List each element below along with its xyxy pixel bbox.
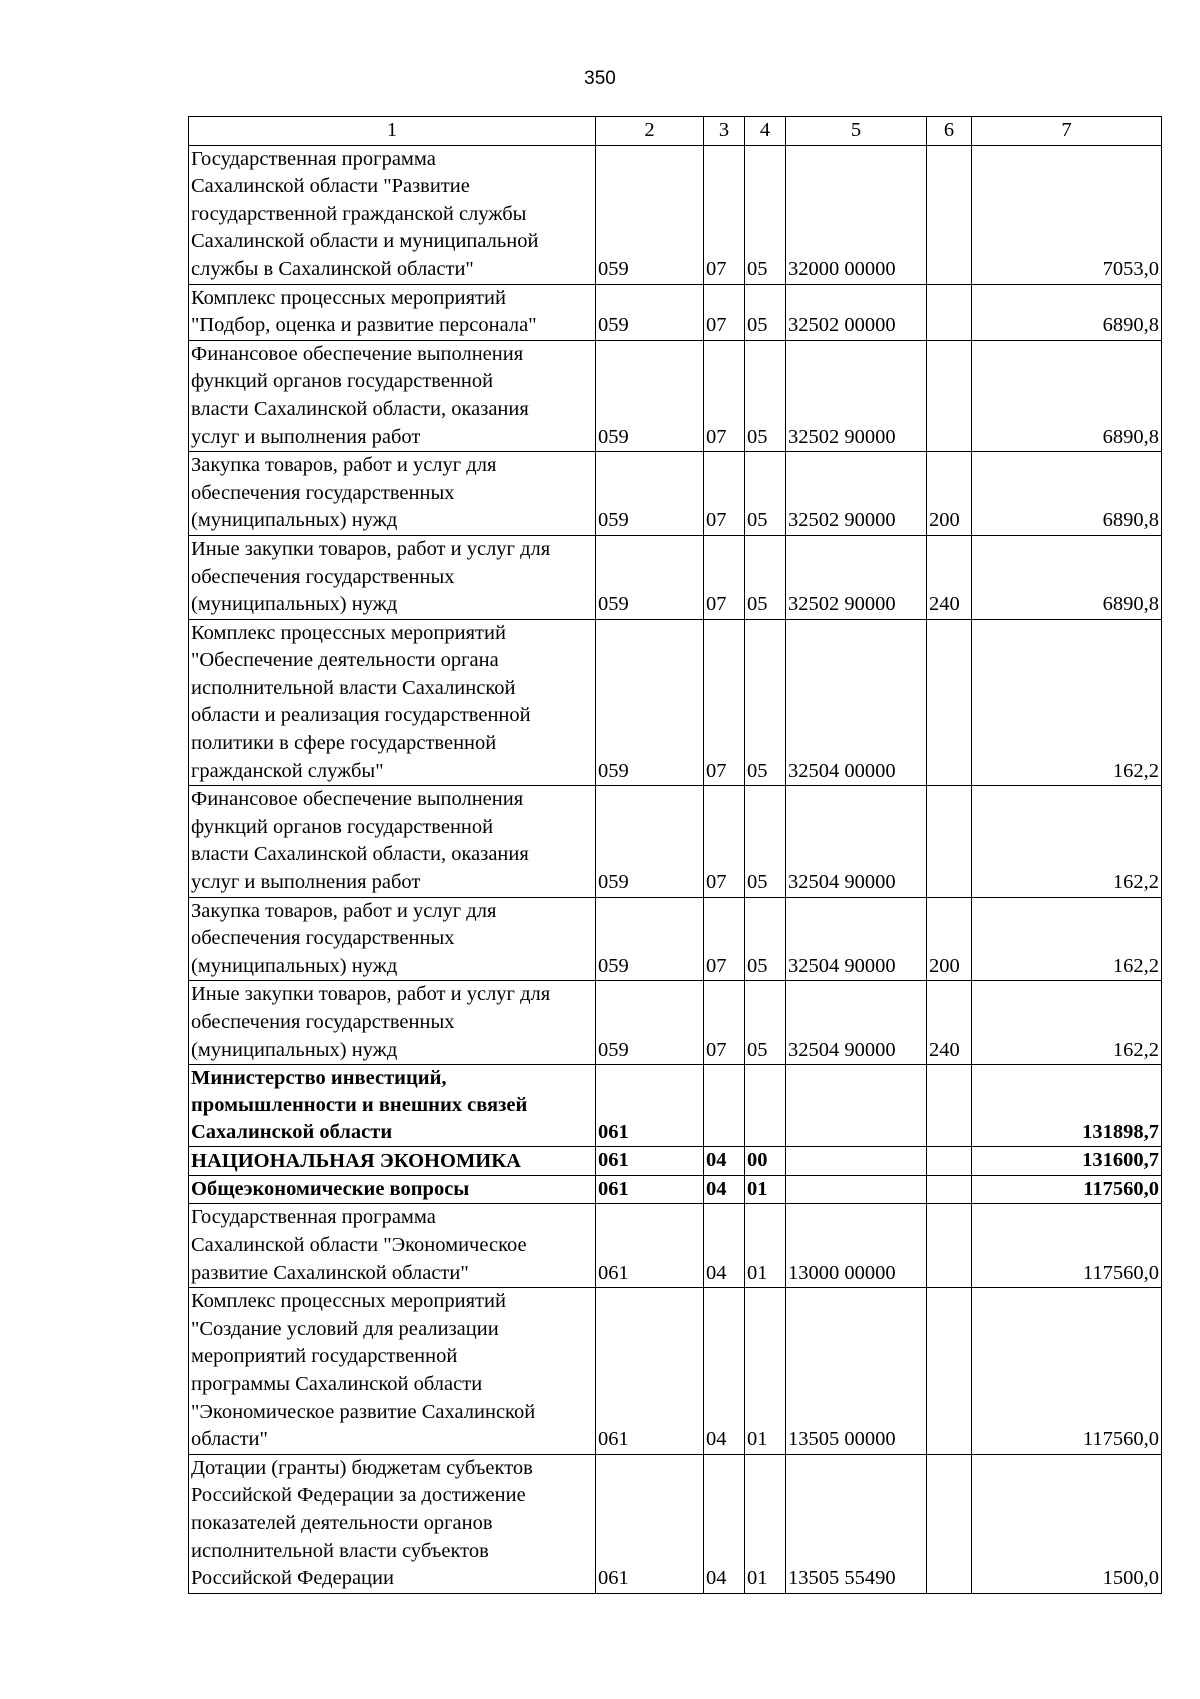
item-name-cell: Государственная программа Сахалинской области "Развитие государственной гражданской службы Сахалинской области и муниципальной службы в Сахалинской области" (189, 145, 596, 284)
table-body (189, 145, 1162, 1593)
item-name-cell: НАЦИОНАЛЬНАЯ ЭКОНОМИКА (189, 1147, 596, 1176)
amount-cell: 6890,8 (972, 340, 1162, 451)
column-header-3: 3 (704, 117, 745, 146)
expense-type-code-cell: 240 (927, 981, 972, 1065)
amount-cell: 6890,8 (972, 452, 1162, 536)
table-row (189, 981, 1162, 1065)
table-row (189, 619, 1162, 786)
target-article-code-cell: 32504 90000 (786, 981, 927, 1065)
budget-table (188, 116, 1162, 1594)
item-name-cell: Государственная программа Сахалинской области "Экономическое развитие Сахалинской области" (189, 1204, 596, 1288)
amount-cell: 131600,7 (972, 1147, 1162, 1176)
subsection-code-cell: 05 (745, 145, 786, 284)
subsection-code-cell: 05 (745, 284, 786, 340)
section-code-cell: 07 (704, 786, 745, 897)
item-name-cell: Закупка товаров, работ и услуг для обеспечения государственных (муниципальных) нужд (189, 452, 596, 536)
table-row (189, 1175, 1162, 1204)
expense-type-code-cell (927, 786, 972, 897)
target-article-code-cell (786, 1147, 927, 1176)
item-name-cell: Комплекс процессных мероприятий "Создание условий для реализации мероприятий государственной программы Сахалинской области "Экономическое развитие Сахалинской области" (189, 1288, 596, 1455)
target-article-code-cell: 32504 90000 (786, 897, 927, 981)
table-row (189, 340, 1162, 451)
amount-cell: 117560,0 (972, 1204, 1162, 1288)
section-code-cell: 07 (704, 145, 745, 284)
table-row (189, 535, 1162, 619)
section-code-cell: 04 (704, 1288, 745, 1455)
expense-type-code-cell (927, 1288, 972, 1455)
section-code-cell: 04 (704, 1147, 745, 1176)
ministry-code-cell: 061 (596, 1065, 704, 1147)
expense-type-code-cell: 200 (927, 452, 972, 536)
subsection-code-cell: 01 (745, 1175, 786, 1204)
amount-cell: 1500,0 (972, 1454, 1162, 1593)
ministry-code-cell: 059 (596, 284, 704, 340)
section-code-cell: 07 (704, 619, 745, 786)
subsection-code-cell: 05 (745, 786, 786, 897)
ministry-code-cell: 059 (596, 981, 704, 1065)
expense-type-code-cell (927, 145, 972, 284)
target-article-code-cell: 13000 00000 (786, 1204, 927, 1288)
amount-cell: 162,2 (972, 981, 1162, 1065)
target-article-code-cell (786, 1065, 927, 1147)
ministry-code-cell: 059 (596, 340, 704, 451)
ministry-code-cell: 061 (596, 1288, 704, 1455)
amount-cell: 7053,0 (972, 145, 1162, 284)
item-name-cell: Финансовое обеспечение выполнения функций органов государственной власти Сахалинской области, оказания услуг и выполнения работ (189, 340, 596, 451)
amount-cell: 6890,8 (972, 284, 1162, 340)
amount-cell: 6890,8 (972, 535, 1162, 619)
target-article-code-cell: 32504 90000 (786, 786, 927, 897)
expense-type-code-cell (927, 340, 972, 451)
item-name-cell: Министерство инвестиций, промышленности и внешних связей Сахалинской области (189, 1065, 596, 1147)
target-article-code-cell: 32502 90000 (786, 535, 927, 619)
item-name-cell: Иные закупки товаров, работ и услуг для обеспечения государственных (муниципальных) нужд (189, 535, 596, 619)
ministry-code-cell: 059 (596, 535, 704, 619)
amount-cell: 162,2 (972, 619, 1162, 786)
column-header-5: 5 (786, 117, 927, 146)
item-name-cell: Финансовое обеспечение выполнения функций органов государственной власти Сахалинской области, оказания услуг и выполнения работ (189, 786, 596, 897)
expense-type-code-cell (927, 1454, 972, 1593)
column-header-2: 2 (596, 117, 704, 146)
target-article-code-cell (786, 1175, 927, 1204)
target-article-code-cell: 32502 90000 (786, 340, 927, 451)
target-article-code-cell: 32000 00000 (786, 145, 927, 284)
expense-type-code-cell (927, 284, 972, 340)
subsection-code-cell: 05 (745, 619, 786, 786)
page-number: 350 (584, 68, 616, 89)
amount-cell: 162,2 (972, 897, 1162, 981)
item-name-cell: Общеэкономические вопросы (189, 1175, 596, 1204)
section-code-cell: 04 (704, 1175, 745, 1204)
table-row (189, 1065, 1162, 1147)
section-code-cell: 07 (704, 452, 745, 536)
ministry-code-cell: 061 (596, 1204, 704, 1288)
column-header-6: 6 (927, 117, 972, 146)
target-article-code-cell: 13505 00000 (786, 1288, 927, 1455)
column-header-7: 7 (972, 117, 1162, 146)
expense-type-code-cell (927, 1065, 972, 1147)
ministry-code-cell: 061 (596, 1175, 704, 1204)
subsection-code-cell: 05 (745, 535, 786, 619)
expense-type-code-cell (927, 1175, 972, 1204)
item-name-cell: Комплекс процессных мероприятий "Обеспечение деятельности органа исполнительной власти Сахалинской области и реализация государственной политики в сфере государственной гражданской службы" (189, 619, 596, 786)
item-name-cell: Иные закупки товаров, работ и услуг для обеспечения государственных (муниципальных) нужд (189, 981, 596, 1065)
subsection-code-cell: 05 (745, 981, 786, 1065)
ministry-code-cell: 059 (596, 897, 704, 981)
item-name-cell: Дотации (гранты) бюджетам субъектов Российской Федерации за достижение показателей деятельности органов исполнительной власти субъектов Российской Федерации (189, 1454, 596, 1593)
subsection-code-cell: 00 (745, 1147, 786, 1176)
section-code-cell: 04 (704, 1454, 745, 1593)
item-name-cell: Закупка товаров, работ и услуг для обеспечения государственных (муниципальных) нужд (189, 897, 596, 981)
subsection-code-cell: 01 (745, 1288, 786, 1455)
expense-type-code-cell (927, 619, 972, 786)
column-header-1: 1 (189, 117, 596, 146)
expense-type-code-cell: 200 (927, 897, 972, 981)
target-article-code-cell: 13505 55490 (786, 1454, 927, 1593)
expense-type-code-cell (927, 1204, 972, 1288)
subsection-code-cell: 01 (745, 1204, 786, 1288)
table-row (189, 145, 1162, 284)
target-article-code-cell: 32504 00000 (786, 619, 927, 786)
header-row (189, 117, 1162, 146)
amount-cell: 117560,0 (972, 1288, 1162, 1455)
table-row (189, 284, 1162, 340)
item-name-cell: Комплекс процессных мероприятий "Подбор, оценка и развитие персонала" (189, 284, 596, 340)
ministry-code-cell: 059 (596, 452, 704, 536)
amount-cell: 162,2 (972, 786, 1162, 897)
section-code-cell: 07 (704, 284, 745, 340)
subsection-code-cell: 05 (745, 452, 786, 536)
expense-type-code-cell (927, 1147, 972, 1176)
subsection-code-cell (745, 1065, 786, 1147)
ministry-code-cell: 059 (596, 786, 704, 897)
table-row (189, 897, 1162, 981)
expense-type-code-cell: 240 (927, 535, 972, 619)
table-row (189, 1454, 1162, 1593)
ministry-code-cell: 059 (596, 145, 704, 284)
section-code-cell: 07 (704, 897, 745, 981)
target-article-code-cell: 32502 90000 (786, 452, 927, 536)
section-code-cell: 07 (704, 535, 745, 619)
table-row (189, 786, 1162, 897)
section-code-cell: 07 (704, 340, 745, 451)
table-row (189, 1147, 1162, 1176)
amount-cell: 131898,7 (972, 1065, 1162, 1147)
ministry-code-cell: 061 (596, 1454, 704, 1593)
section-code-cell (704, 1065, 745, 1147)
ministry-code-cell: 059 (596, 619, 704, 786)
column-header-4: 4 (745, 117, 786, 146)
subsection-code-cell: 05 (745, 340, 786, 451)
table-row (189, 1204, 1162, 1288)
subsection-code-cell: 05 (745, 897, 786, 981)
table-row (189, 1288, 1162, 1455)
ministry-code-cell: 061 (596, 1147, 704, 1176)
subsection-code-cell: 01 (745, 1454, 786, 1593)
amount-cell: 117560,0 (972, 1175, 1162, 1204)
section-code-cell: 04 (704, 1204, 745, 1288)
target-article-code-cell: 32502 00000 (786, 284, 927, 340)
section-code-cell: 07 (704, 981, 745, 1065)
table-row (189, 452, 1162, 536)
